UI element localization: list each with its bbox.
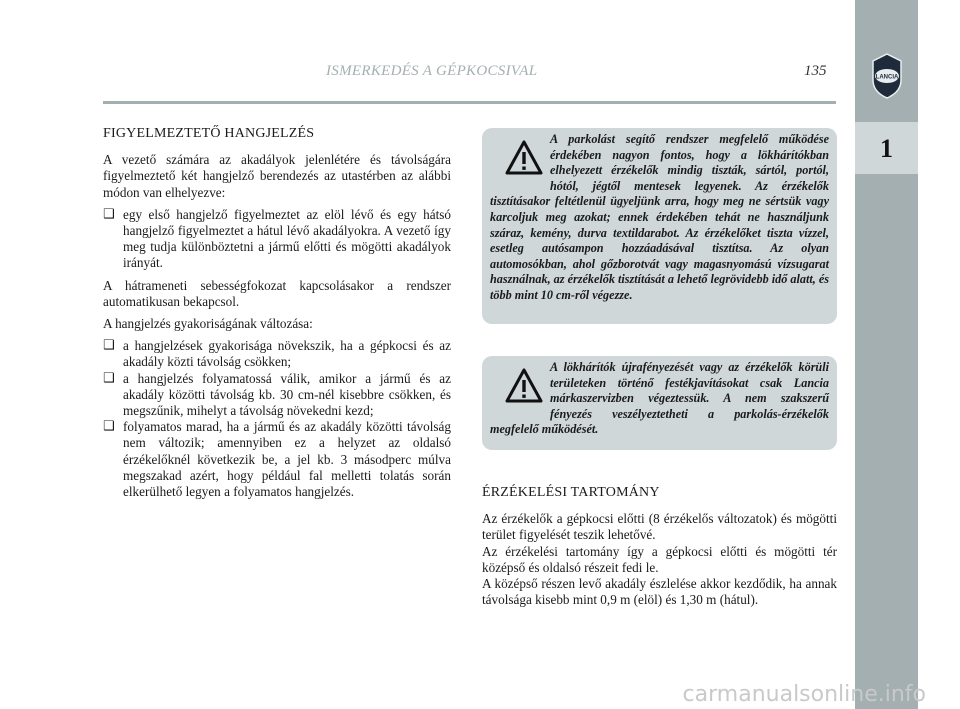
paragraph: Az érzékelők a gépkocsi előtti (8 érzékelős változatok) és mögötti terület figyelését teszik lehetővé. [482,511,837,543]
warning-box-cleaning [482,128,837,324]
list-item: ❑ folyamatos marad, ha a jármű és az akadály közötti távolság nem változik; amennyiben ez a helyzet az oldalsó érzékelőknél következik be, a jel kb. 3 másodperc múlva megszakad azért, hogy például fal melletti tolatás során elkerülhető legyen a folyamatos hangjelzés. [103,419,451,500]
paragraph: A középső részen levő akadály észlelése akkor kezdődik, ha annak távolsága kisebb mint 0,9 m (elöl) és 1,30 m (hátul). [482,576,837,608]
paragraph: A vezető számára az akadályok jelenlétére és távolságára figyelmeztető két hangjelző berendezés az utastérben az alábbi módon van elhelyezve: [103,152,451,200]
left-column [103,126,451,506]
warning-box-repaint [482,356,837,450]
header-rule [103,101,836,104]
warning-text: A lökhárítók újrafényezését vagy az érzékelők körüli területeken történő festékjavításokat csak Lancia márkaszervizben végeztessük. A nem szakszerű fényezés veszélyeztetheti a parkolás-érzékelők megfelelő működését. [490,360,829,437]
warning-triangle-icon [504,138,544,178]
warning-text: A parkolást segítő rendszer megfelelő működése érdekében nagyon fontos, hogy a lökhárítókban elhelyezett érzékelők mindig tiszták, sártól, portól, hótól, jégtől mentesek legyenek. Az érzékelők tisztításakor feltétlenül ügyeljünk arra, hogy meg ne sértsük vagy karcoljuk meg azokat; ennek érdekében tehát ne használjunk száraz, kemény, durva textildarabot. Az érzékelőket tiszta vízzel, esetleg autósampon hozzáadásával tisztítsa. Az olyan automosókban, ahol gőzborotvát vagy magasnyomású vízsugarat használnak, az érzékelők tisztítását a lehető legrövidebb idő alatt, és több mint 10 cm-ről végezze. [490,132,829,302]
chapter-number: 1 [880,134,893,163]
list-item: ❑ egy első hangjelző figyelmeztet az elöl lévő és egy hátsó hangjelző figyelmeztet a hátul lévő akadályokra. A vezető így meg tudja különböztetni a jármű előtti és mögötti akadályok irányát. [103,207,451,272]
watermark: carmanualsonline.info [682,682,926,707]
section-title: ISMERKEDÉS A GÉPKOCSIVAL [326,63,538,79]
list-item: ❑ a hangjelzések gyakorisága növekszik, ha a gépkocsi és az akadály közti távolság csökken; [103,338,451,370]
paragraph: Az érzékelési tartomány így a gépkocsi előtti és mögötti tér középső és oldalsó részeit fedi le. [482,543,837,575]
logo-text: LANCIA [875,74,899,81]
detection-range-heading: ÉRZÉKELÉSI TARTOMÁNY [482,485,660,500]
list-2 [103,338,451,500]
warning-sound-heading: FIGYELMEZTETŐ HANGJELZÉS [103,126,315,141]
lancia-logo-icon [869,52,905,100]
list-item: ❑ a hangjelzés folyamatossá válik, amikor a jármű és az akadály közötti távolság kb. 30 cm-nél kisebbre csökken, és megszűnik, mihelyt a távolság növekedni kezd; [103,371,451,420]
warning-triangle-icon [504,366,544,406]
paragraph: A hangjelzés gyakoriságának változása: [103,316,313,332]
list-1 [103,207,451,272]
paragraph: A hátrameneti sebességfokozat kapcsolásakor a rendszer automatikusan bekapcsol. [103,277,451,309]
page-number: 135 [804,63,827,79]
brand-logo-box [855,40,918,118]
right-column [482,485,837,614]
chapter-tab[interactable] [855,122,918,174]
